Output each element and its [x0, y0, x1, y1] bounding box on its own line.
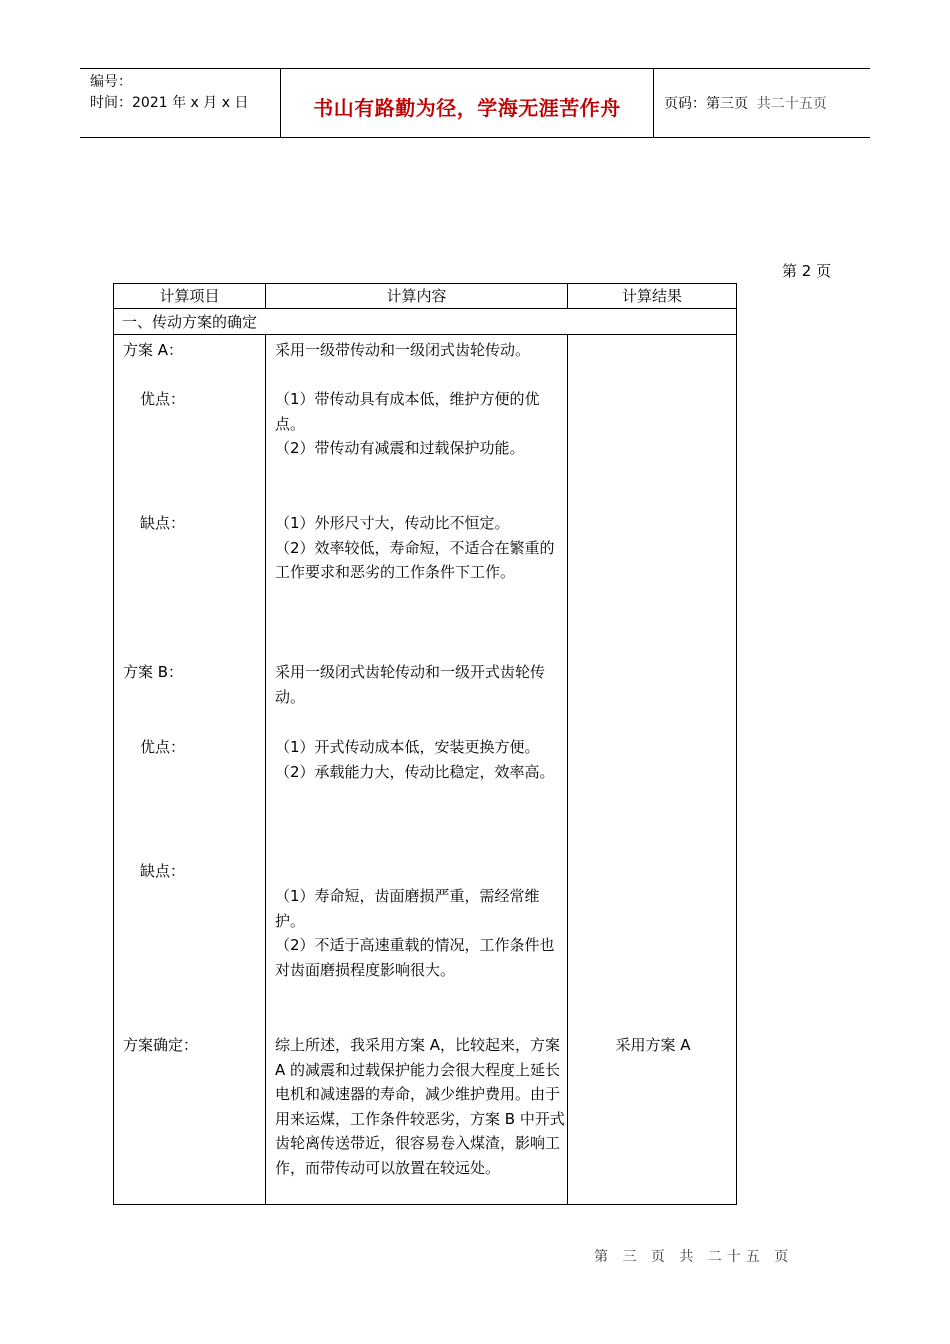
column-divider-1	[265, 334, 266, 1204]
page-code-total: 共二十五页	[756, 96, 827, 112]
section-row-rule	[114, 334, 736, 335]
header-page-code	[654, 69, 870, 137]
scheme-b-con-2: （2）不适于高速重载的情况，工作条件也对齿面磨损程度影响很大。	[275, 936, 555, 979]
number-label: 编号：	[90, 74, 132, 90]
decision-result: 采用方案 A	[615, 1036, 691, 1054]
scheme-b-con-1: （1）寿命短，齿面磨损严重，需经常维护。	[275, 887, 540, 930]
scheme-a-pros-label: 优点：	[140, 390, 186, 408]
header-row-rule	[114, 308, 736, 309]
scheme-b-pro-1: （1）开式传动成本低，安装更换方便。	[275, 738, 540, 756]
scheme-a-con-2: （2）效率较低，寿命短，不适合在繁重的工作要求和恶劣的工作条件下工作。	[275, 538, 555, 581]
scheme-b-label: 方案 B：	[123, 663, 184, 681]
page-code-current: 第三页	[706, 96, 748, 112]
scheme-a-con-1: （1）外形尺寸大，传动比不恒定。	[275, 514, 510, 532]
section-title: 一、传动方案的确定	[122, 313, 258, 331]
scheme-a-pro-2: （2）带传动有减震和过载保护功能。	[275, 439, 525, 457]
column-header-content: 计算内容	[386, 287, 447, 305]
scheme-b-pro-2: （2）承载能力大，传动比稳定，效率高。	[275, 762, 555, 781]
column-header-result: 计算结果	[621, 287, 682, 305]
scheme-b-desc: 采用一级闭式齿轮传动和一级开式齿轮传动。	[275, 663, 546, 706]
scheme-a-cons	[275, 511, 568, 585]
scheme-a-cons-label: 缺点：	[140, 514, 186, 532]
column-header-item: 计算项目	[159, 287, 220, 305]
header-meta	[80, 69, 281, 137]
page-code-label: 页码：	[664, 96, 706, 112]
time-label: 时间：2021 年 x 月 x 日	[90, 95, 249, 111]
scheme-a-pro-1: （1）带传动具有成本低，维护方便的优点。	[275, 390, 540, 433]
decision-content: 综上所述，我采用方案 A，比较起来，方案 A 的减震和过载保护能力会很大程度上延长电机和减速器的寿命，减少维护费用。由于用来运煤，工作条件较恶劣，方案 B 中开式齿轮离传送带近，很容易卷入煤渣，影响工作，而带传动可以放置在较远处。	[275, 1036, 565, 1177]
scheme-a-label: 方案 A：	[123, 341, 184, 359]
scheme-b-pros	[275, 735, 568, 784]
decision-label: 方案确定：	[123, 1036, 199, 1054]
scheme-a-pros	[275, 387, 568, 461]
scheme-b-pros-label: 优点：	[140, 738, 186, 756]
document-header	[80, 68, 870, 138]
page-footer: 第 三 页 共 二十五 页	[594, 1249, 794, 1265]
scheme-b-cons-label: 缺点：	[140, 862, 186, 880]
page-number: 第 2 页	[782, 262, 832, 280]
scheme-a-desc: 采用一级带传动和一级闭式齿轮传动。	[275, 341, 531, 359]
motto: 书山有路勤为径，学海无涯苦作舟	[313, 96, 621, 120]
calculation-table	[113, 283, 737, 1205]
scheme-b-cons	[275, 884, 568, 982]
header-motto-cell	[281, 69, 654, 137]
